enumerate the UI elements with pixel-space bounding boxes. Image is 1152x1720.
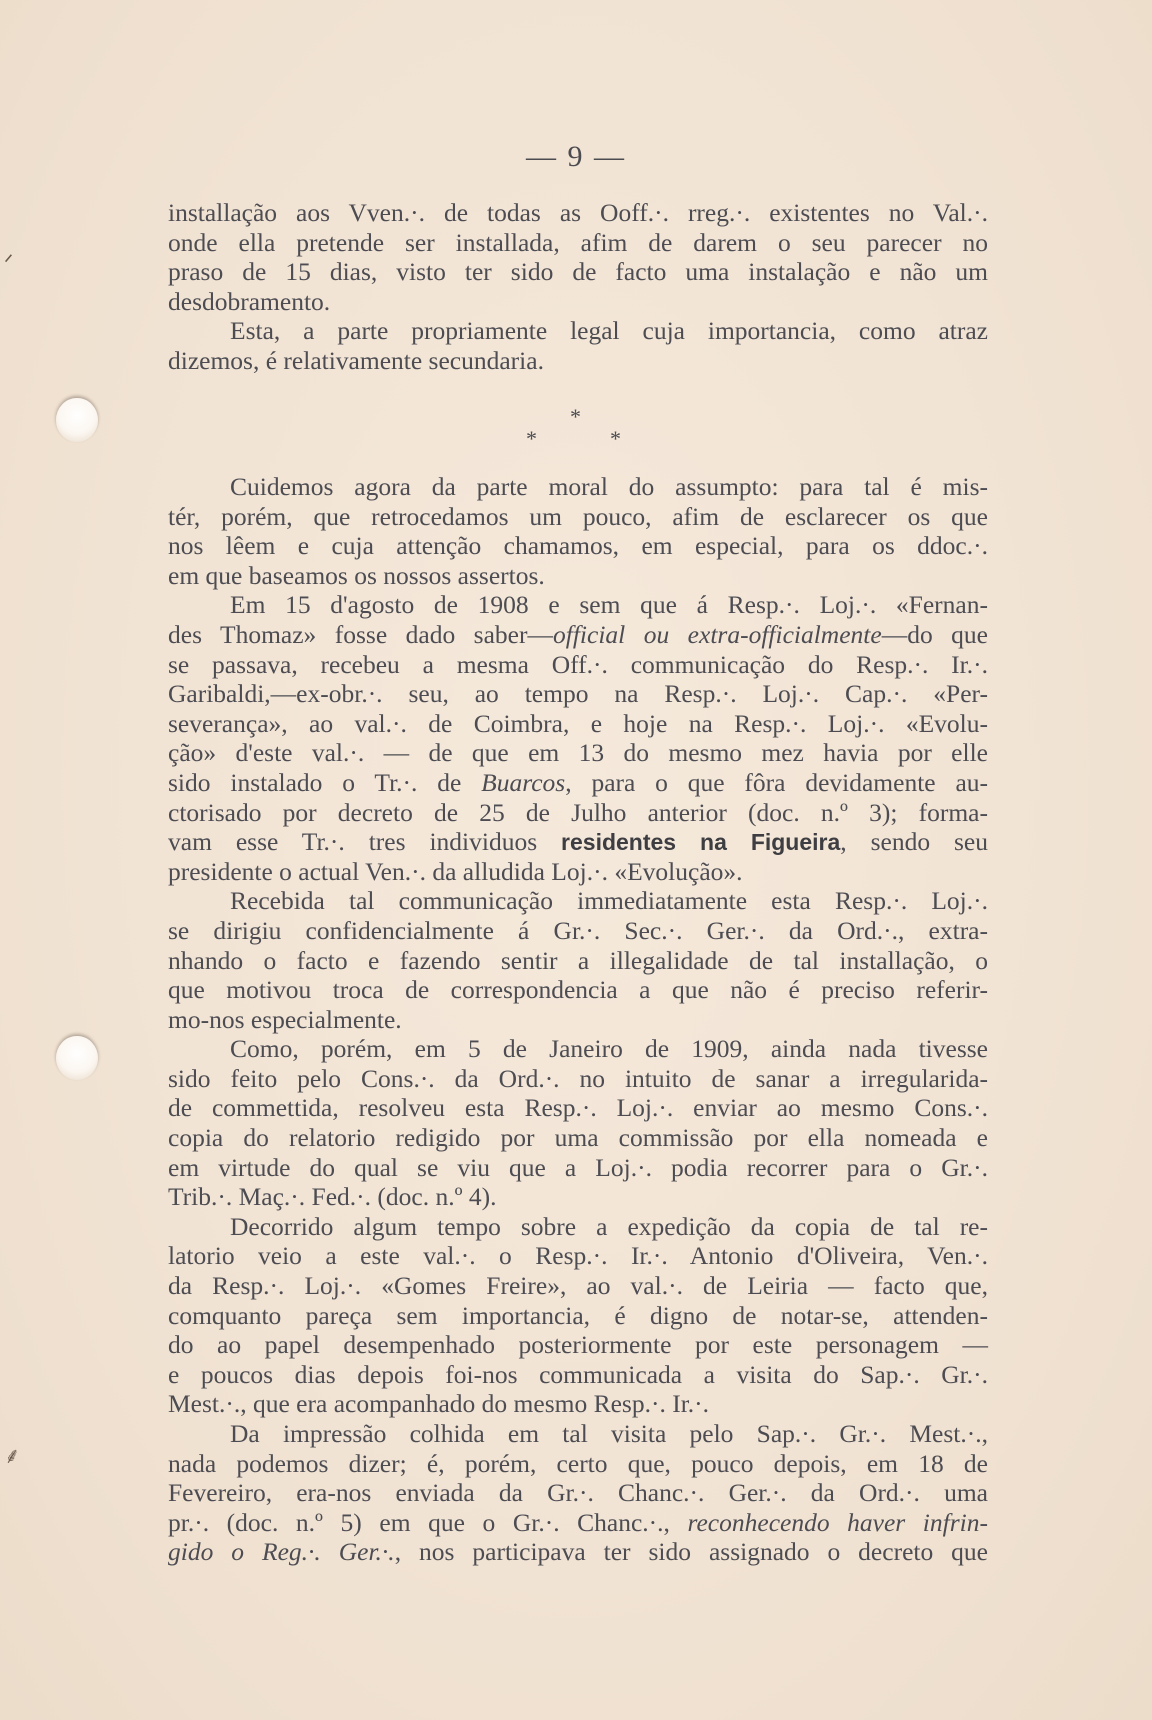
text-line: [168, 886, 988, 916]
text-run: ctorisado por decreto de 25 de Julho anterior (doc. n.º 3); forma-: [168, 797, 988, 827]
text-line: [168, 1241, 988, 1271]
text-run: dizemos, é relativamente secundaria.: [168, 345, 544, 375]
text-run: nhando o facto e fazendo sentir a illegalidade de tal installação, o: [168, 945, 988, 975]
text-run: de commettida, resolveu esta Resp.·. Loj.·. enviar ao mesmo Cons.·.: [168, 1093, 988, 1123]
asterism-star-left: *: [526, 426, 537, 451]
text-run: onde ella pretende ser installada, afim de darem o seu parecer no: [168, 227, 988, 257]
text-line: [168, 1449, 988, 1479]
text-line: [168, 257, 988, 287]
text-line: [168, 1330, 988, 1360]
text-run: em virtude do qual se viu que a Loj.·. podia recorrer para o Gr.·.: [168, 1152, 988, 1182]
text-run: e poucos dias depois foi-nos communicada a visita do Sap.·. Gr.·.: [168, 1359, 988, 1389]
text-line: [168, 798, 988, 828]
text-run: , para o que fôra devidamente au-: [565, 767, 988, 797]
text-run: Recebida tal communicação immediatamente esta Resp.·. Loj.·.: [230, 886, 988, 916]
text-run: nos lêem e cuja attenção chamamos, em especial, para os ddoc.·.: [168, 531, 988, 561]
text-line: [168, 1537, 988, 1567]
asterism-star-top: *: [570, 404, 581, 429]
text-line: [168, 679, 988, 709]
text-line: [168, 650, 988, 680]
text-line: [168, 1508, 988, 1538]
text-line: [168, 1005, 988, 1035]
text-line: [168, 1478, 988, 1508]
text-line: [168, 531, 988, 561]
text-run: , nos participava ter sido assignado o decreto que: [394, 1537, 988, 1567]
text-line: [168, 975, 988, 1005]
text-run: sido instalado o Tr.·. de: [168, 767, 482, 797]
page-number: — 9 —: [526, 140, 626, 173]
text-line: [168, 287, 988, 317]
text-line: [168, 1123, 988, 1153]
text-line: [168, 1182, 988, 1212]
text-run: Como, porém, em 5 de Janeiro de 1909, ainda nada tivesse: [230, 1034, 988, 1064]
text-run: se passava, recebeu a mesma Off.·. communicação do Resp.·. Ir.·.: [168, 649, 988, 679]
text-run: copia do relatorio redigido por uma commissão por ella nomeada e: [168, 1123, 988, 1153]
text-run: sido feito pelo Cons.·. da Ord.·. no intuito de sanar a irregularida-: [168, 1063, 988, 1093]
text-run: tér, porém, que retrocedamos um pouco, afim de esclarecer os que: [168, 501, 988, 531]
text-run: Mest.·., que era acompanhado do mesmo Resp.·. Ir.·.: [168, 1389, 710, 1419]
italic-text: gido o Reg.·. Ger.·.: [168, 1537, 395, 1567]
text-line: [168, 1271, 988, 1301]
text-line: [168, 472, 988, 502]
text-run: presidente o actual Ven.·. da alludida Loj.·. «Evolução».: [168, 856, 743, 886]
text-run: mo-nos especialmente.: [168, 1004, 402, 1034]
text-run: ção» d'este val.·. — de que em 13 do mesmo mez havia por elle: [168, 738, 988, 768]
text-run: da Resp.·. Loj.·. «Gomes Freire», ao val.·. de Leiria — facto que,: [168, 1271, 988, 1301]
text-line: [168, 502, 988, 532]
asterism-star-right: *: [610, 426, 621, 451]
text-run: do ao papel desempenhado posteriormente por este personagem —: [168, 1330, 988, 1360]
text-run: Da impressão colhida em tal visita pelo Sap.·. Gr.·. Mest.·.,: [230, 1419, 988, 1448]
asterism-divider: [516, 404, 636, 464]
text-line: [168, 346, 988, 376]
text-run: installação aos Vven.·. de todas as Ooff.·. rreg.·. existentes no Val.·.: [168, 198, 988, 227]
text-line: [168, 228, 988, 258]
text-run: Esta, a parte propriamente legal cuja importancia, como atraz: [230, 316, 988, 346]
text-line: [168, 590, 988, 620]
text-run: —do que: [881, 619, 988, 649]
text-run: praso de 15 dias, visto ter sido de facto uma instalação e não um: [168, 257, 988, 287]
text-line: [168, 1064, 988, 1094]
text-run: Cuidemos agora da parte moral do assumpto: para tal é mis-: [230, 472, 988, 501]
punch-hole-top: [56, 398, 98, 442]
text-run: des Thomaz» fosse dado saber—: [168, 619, 553, 649]
paragraph-block-1: [168, 198, 988, 376]
text-line: [168, 709, 988, 739]
text-line: [168, 1153, 988, 1183]
italic-text: reconhecendo haver infrin-: [687, 1507, 988, 1537]
text-line: [168, 561, 988, 591]
text-run: Decorrido algum tempo sobre a expedição da copia de tal re-: [230, 1211, 988, 1241]
text-line: [168, 827, 988, 857]
text-run: latorio veio a este val.·. o Resp.·. Ir.·. Antonio d'Oliveira, Ven.·.: [168, 1241, 988, 1271]
text-line: [168, 198, 988, 228]
paragraph-block-2: [168, 472, 988, 1567]
text-run: Em 15 d'agosto de 1908 e sem que á Resp.·. Loj.·. «Fernan-: [230, 590, 988, 620]
text-run: severança», ao val.·. de Coimbra, e hoje na Resp.·. Loj.·. «Evolu-: [168, 708, 988, 738]
text-run: que motivou troca de correspondencia a que não é preciso referir-: [168, 975, 988, 1005]
punch-hole-bottom: [56, 1036, 98, 1080]
text-run: desdobramento.: [168, 286, 331, 316]
text-line: [168, 1419, 988, 1449]
italic-text: Buarcos: [481, 767, 566, 797]
margin-mark-lower: ⸙: [4, 1443, 21, 1468]
text-run: Fevereiro, era-nos enviada da Gr.·. Chanc.·. Ger.·. da Ord.·. uma: [168, 1478, 988, 1508]
text-run: Garibaldi,—ex-obr.·. seu, ao tempo na Resp.·. Loj.·. Cap.·. «Per-: [168, 679, 988, 709]
text-run: vam esse Tr.·. tres individuos: [168, 827, 562, 857]
text-line: [168, 1389, 988, 1419]
text-line: [168, 768, 988, 798]
text-run: , sendo seu: [840, 827, 989, 857]
italic-text: official ou extra-officialmente: [553, 619, 882, 649]
text-run: se dirigiu confidencialmente á Gr.·. Sec.·. Ger.·. da Ord.·., extra-: [168, 915, 988, 945]
text-line: [168, 946, 988, 976]
text-line: [168, 857, 988, 887]
text-line: [168, 916, 988, 946]
text-run: em que baseamos os nossos assertos.: [168, 560, 545, 590]
text-line: [168, 620, 988, 650]
text-run: comquanto pareça sem importancia, é digno de notar-se, attenden-: [168, 1300, 988, 1330]
text-run: Trib.·. Maç.·. Fed.·. (doc. n.º 4).: [168, 1182, 497, 1212]
margin-mark-upper: ᐟ: [4, 250, 14, 275]
text-run: nada podemos dizer; é, porém, certo que, pouco depois, em 18 de: [168, 1448, 988, 1478]
text-run: pr.·. (doc. n.º 5) em que o Gr.·. Chanc.·.,: [168, 1507, 688, 1537]
text-line: [168, 738, 988, 768]
text-line: [168, 1301, 988, 1331]
text-line: [168, 1212, 988, 1242]
text-line: [168, 316, 988, 346]
text-line: [168, 1093, 988, 1123]
text-line: [168, 1034, 988, 1064]
bold-text: residentes na Figueira: [561, 829, 841, 856]
text-line: [168, 1360, 988, 1390]
